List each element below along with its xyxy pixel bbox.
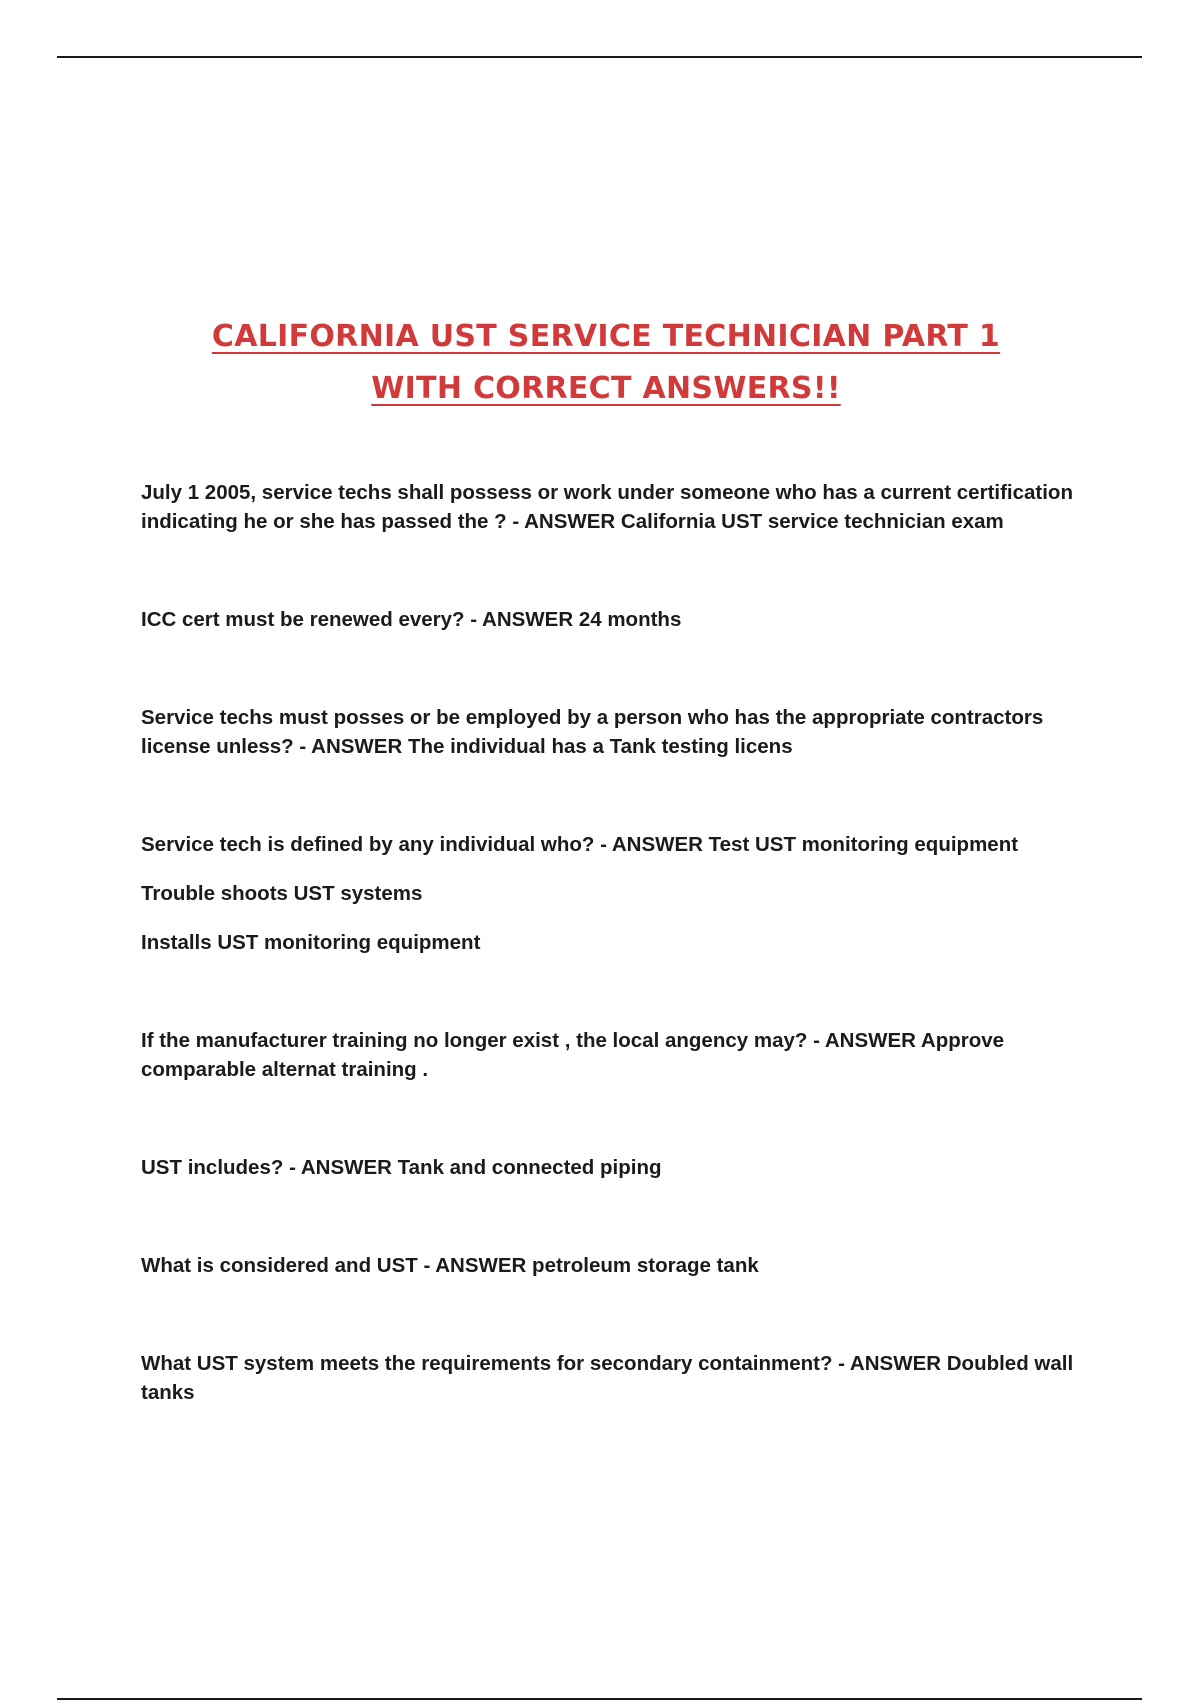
qa-entry: What UST system meets the requirements for secondary containment? - ANSWER Doubled wall tanks <box>141 1352 1074 1404</box>
qa-entry: Service techs must posses or be employed by a person who has the appropriate contractors license unless? - ANSWER The individual has a Tank testing licens <box>141 706 1044 758</box>
qa-entry-continuation: Trouble shoots UST systems <box>141 882 423 905</box>
document-title <box>0 311 1200 415</box>
qa-entry: What is considered and UST - ANSWER petroleum storage tank <box>141 1254 759 1277</box>
title-line-1: CALIFORNIA UST SERVICE TECHNICIAN PART 1 <box>211 319 1001 354</box>
top-rule <box>57 56 1142 58</box>
qa-entry: UST includes? - ANSWER Tank and connected piping <box>141 1156 662 1179</box>
qa-entry: ICC cert must be renewed every? - ANSWER 24 months <box>141 608 682 631</box>
title-line-2: WITH CORRECT ANSWERS!! <box>371 371 841 406</box>
qa-entry: If the manufacturer training no longer exist , the local angency may? - ANSWER Approve comparable alternat training . <box>141 1029 1005 1081</box>
qa-entry: July 1 2005, service techs shall possess or work under someone who has a current certification indicating he or she has passed the ? - ANSWER California UST service technician exam <box>141 481 1073 533</box>
qa-entry-continuation: Installs UST monitoring equipment <box>141 931 481 954</box>
qa-entry: Service tech is defined by any individual who? - ANSWER Test UST monitoring equipment <box>141 833 1019 856</box>
qa-list <box>141 478 1081 1407</box>
